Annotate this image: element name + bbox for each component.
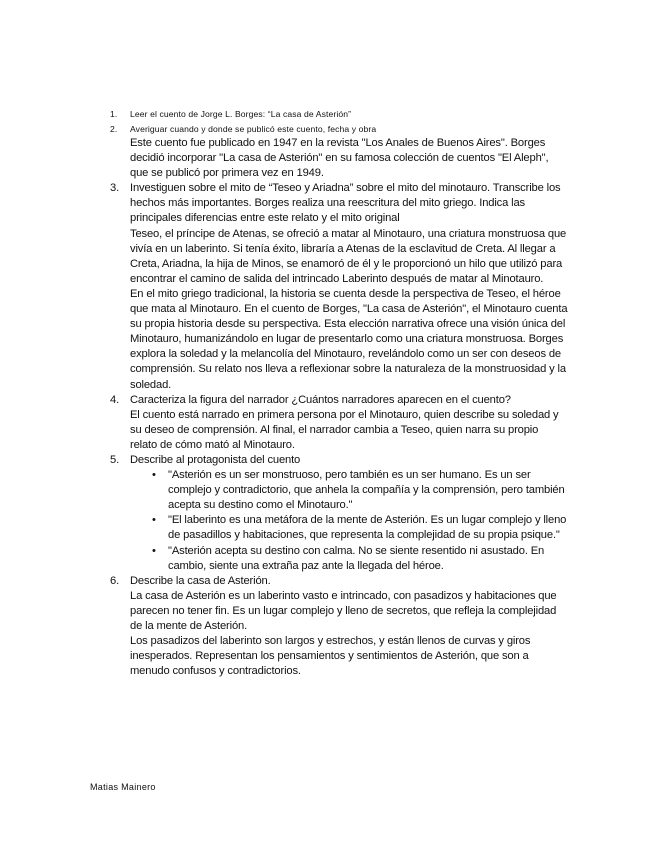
answer-text: Teseo, el príncipe de Atenas, se ofreció a matar al Minotauro, una criatura monstruosa que vivía en un laberinto. Si tenía éxito, libraría a Atenas de la esclavitud de Creta. Al llegar a Creta, Ariadna, la hija de Minos, se enamoró de él y le proporcionó un hilo que utilizó para encontrar el camino de salida del intrincado Laberinto después de matar al Minotauro. (130, 227, 567, 285)
answer-text: El cuento está narrado en primera persona por el Minotauro, quien describe su soledad y su deseo de comprensión. Al final, el narrador cambia a Teseo, quien narra su propio relato de cómo mató al Minotauro. (130, 408, 559, 451)
item-number: 3. (110, 182, 120, 195)
item-text: Leer el cuento de Jorge L. Borges: “La casa de Asterión” (130, 109, 352, 119)
item-number: 2. (110, 124, 118, 134)
list-item-1 (110, 106, 568, 122)
bullet-text: "Asterión acepta su destino con calma. No se siente resentido ni asustado. En cambio, siente una extraña paz ante la llegada del héroe. (168, 544, 545, 572)
list-item-3 (110, 181, 568, 392)
question-text: Describe al protagonista del cuento (130, 453, 301, 466)
answer-text: En el mito griego tradicional, la historia se cuenta desde la perspectiva de Teseo, el héroe que mata al Minotauro. En el cuento de Borges, "La casa de Asterión", el Minotauro cuenta su propia historia desde su perspectiva. Esta elección narrativa ofrece una visión única del Minotauro, humanizándolo en lugar de presentarlo como una criatura monstruosa. Borges explora la soledad y la melancolía del Minotauro, revelándolo como un ser con deseos de comprensión. Su relato nos lleva a reflexionar sobre la naturaleza de la monstruosidad y la soledad. (130, 287, 568, 391)
bullet-item (130, 544, 568, 574)
item-number: 4. (110, 393, 120, 406)
bullet-icon: • (152, 544, 156, 557)
question-text: Averiguar cuando y donde se publicó este cuento, fecha y obra (130, 124, 377, 134)
question-text: Describe la casa de Asterión. (130, 574, 271, 587)
item-number: 1. (110, 109, 118, 119)
question-list (110, 106, 568, 679)
bullet-item (130, 513, 568, 543)
list-item-6 (110, 574, 568, 680)
list-item-4 (110, 393, 568, 453)
answer-text: La casa de Asterión es un laberinto vasto e intrincado, con pasadizos y habitaciones que parecen no tener fin. Es un lugar complejo y lleno de secretos, que refleja la complejidad de la mente de Asterión. (130, 589, 557, 632)
bullet-text: "Asterión es un ser monstruoso, pero también es un ser humano. Es un ser complejo y contradictorio, que anhela la compañía y la comprensión, pero también acepta su destino como el Minotauro." (168, 469, 565, 512)
list-item-5 (110, 453, 568, 574)
bullet-text: "El laberinto es una metáfora de la mente de Asterión. Es un lugar complejo y lleno de pasadillos y habitaciones, que representa la complejidad de su propia psique." (168, 514, 567, 542)
bullet-icon: • (152, 469, 156, 482)
author-footer: Matias Mainero (90, 782, 156, 792)
bullet-item (130, 468, 568, 513)
question-text: Caracteriza la figura del narrador ¿Cuántos narradores aparecen en el cuento? (130, 393, 511, 406)
item-number: 5. (110, 453, 120, 466)
list-item-2 (110, 122, 568, 181)
answer-text: Los pasadizos del laberinto son largos y estrechos, y están llenos de curvas y giros inesperados. Representan los pensamientos y sentimientos de Asterión, que son a menudo confusos y contradictorios. (130, 635, 531, 678)
answer-text: Este cuento fue publicado en 1947 en la revista "Los Anales de Buenos Aires". Borges decidió incorporar "La casa de Asterión" en su famosa colección de cuentos "El Aleph", que se publicó por primera vez en 1949. (130, 137, 549, 180)
question-text: Investiguen sobre el mito de “Teseo y Ariadna” sobre el mito del minotauro. Transcribe los hechos más importantes. Borges realiza una reescritura del mito griego. Indica las principales diferencias entre este relato y el mito original (130, 182, 561, 225)
bullet-list (130, 468, 568, 574)
bullet-icon: • (152, 514, 156, 527)
item-number: 6. (110, 574, 120, 587)
